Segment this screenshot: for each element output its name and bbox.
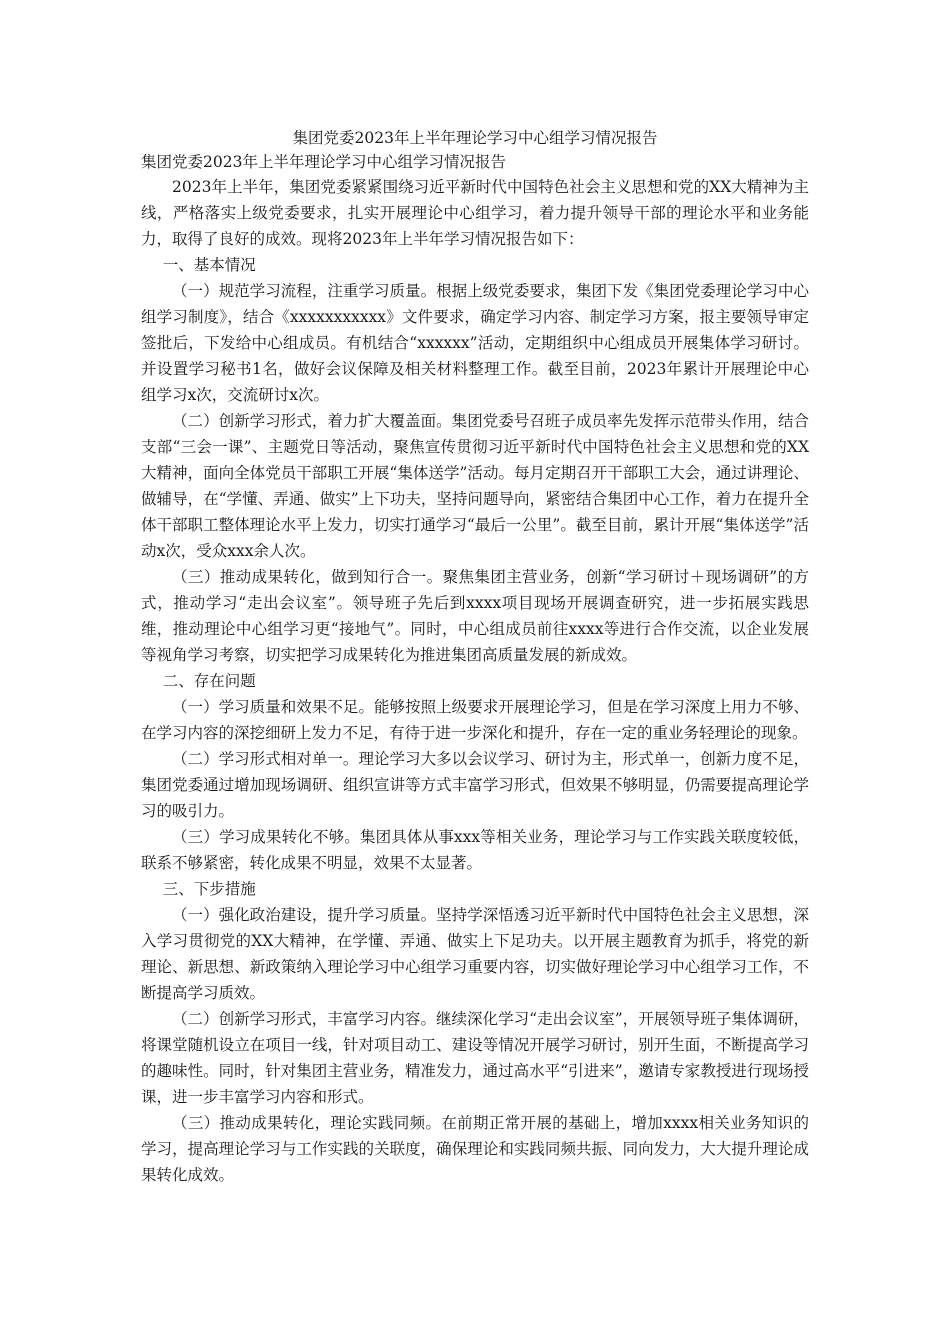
document-page — [141, 126, 809, 1188]
section-paragraph: （二）创新学习形式，丰富学习内容。继续深化学习“走出会议室”，开展领导班子集体调研，将课堂随机设立在项目一线，针对项目动工、建设等情况开展学习研讨，别开生面，不断提高学习的趣味性。同时，针对集团主营业务，精准发力，通过高水平“引进来”，邀请专家教授进行现场授课，进一步丰富学习内容和形式。 — [141, 1010, 809, 1106]
section-paragraph: （三）推动成果转化，理论实践同频。在前期正常开展的基础上，增加xxxx相关业务知识的学习，提高理论学习与工作实践的关联度，确保理论和实践同频共振、同向发力，大大提升理论成果转化成效。 — [141, 1114, 809, 1184]
section-paragraph: （二）学习形式相对单一。理论学习大多以会议学习、研讨为主，形式单一，创新力度不足，集团党委通过增加现场调研、组织宣讲等方式丰富学习形式，但效果不够明显，仍需要提高理论学习的吸引力。 — [141, 750, 809, 820]
section-heading-basic: 一、基本情况 — [162, 256, 256, 274]
document-subtitle: 集团党委2023年上半年理论学习中心组学习情况报告 — [141, 153, 506, 171]
section-heading-problems: 二、存在问题 — [162, 672, 256, 690]
section-paragraph: （一）规范学习流程，注重学习质量。根据上级党委要求，集团下发《集团党委理论学习中心组学习制度》，结合《xxxxxxxxxxx》文件要求，确定学习内容、制定学习方案，报主要领导审定签批后，下发给中心组成员。有机结合“xxxxxx”活动，定期组织中心组成员开展集体学习研讨。并设置学习秘书1名，做好会议保障及相关材料整理工作。截至目前，2023年累计开展理论中心组学习x次，交流研讨x次。 — [141, 282, 809, 404]
section-paragraph: （三）学习成果转化不够。集团具体从事xxx等相关业务，理论学习与工作实践关联度较低，联系不够紧密，转化成果不明显，效果不太显著。 — [141, 828, 809, 872]
section-paragraph: （一）学习质量和效果不足。能够按照上级要求开展理论学习，但是在学习深度上用力不够、在学习内容的深挖细研上发力不足，有待于进一步深化和提升，存在一定的重业务轻理论的现象。 — [141, 698, 809, 742]
section-paragraph: （三）推动成果转化，做到知行合一。聚焦集团主营业务，创新“学习研讨＋现场调研”的方式，推动学习“走出会议室”。领导班子先后到xxxx项目现场开展调查研究，进一步拓展实践思维，推动理论中心组学习更“接地气”。同时，中心组成员前往xxxx等进行合作交流，以企业发展等视角学习考察，切实把学习成果转化为推进集团高质量发展的新成效。 — [141, 568, 809, 664]
section-paragraph: （一）强化政治建设，提升学习质量。坚持学深悟透习近平新时代中国特色社会主义思想，深入学习贯彻党的XX大精神，在学懂、弄通、做实上下足功夫。以开展主题教育为抓手，将党的新理论、新思想、新政策纳入理论学习中心组学习重要内容，切实做好理论学习中心组学习工作，不断提高学习质效。 — [141, 906, 809, 1002]
intro-paragraph: 2023年上半年，集团党委紧紧围绕习近平新时代中国特色社会主义思想和党的XX大精神为主线，严格落实上级党委要求，扎实开展理论中心组学习，着力提升领导干部的理论水平和业务能力，取得了良好的成效。现将2023年上半年学习情况报告如下： — [141, 178, 809, 248]
document-title: 集团党委2023年上半年理论学习中心组学习情况报告 — [292, 129, 658, 147]
section-paragraph: （二）创新学习形式，着力扩大覆盖面。集团党委号召班子成员率先发挥示范带头作用，结合支部“三会一课”、主题党日等活动，聚焦宣传贯彻习近平新时代中国特色社会主义思想和党的XX大精神，面向全体党员干部职工开展“集体送学”活动。每月定期召开干部职工大会，通过讲理论、做辅导，在“学懂、弄通、做实”上下功夫，坚持问题导向，紧密结合集团中心工作，着力在提升全体干部职工整体理论水平上发力，切实打通学习“最后一公里”。截至目前，累计开展“集体送学”活动x次，受众xxx余人次。 — [141, 412, 809, 560]
section-heading-measures: 三、下步措施 — [162, 880, 256, 898]
